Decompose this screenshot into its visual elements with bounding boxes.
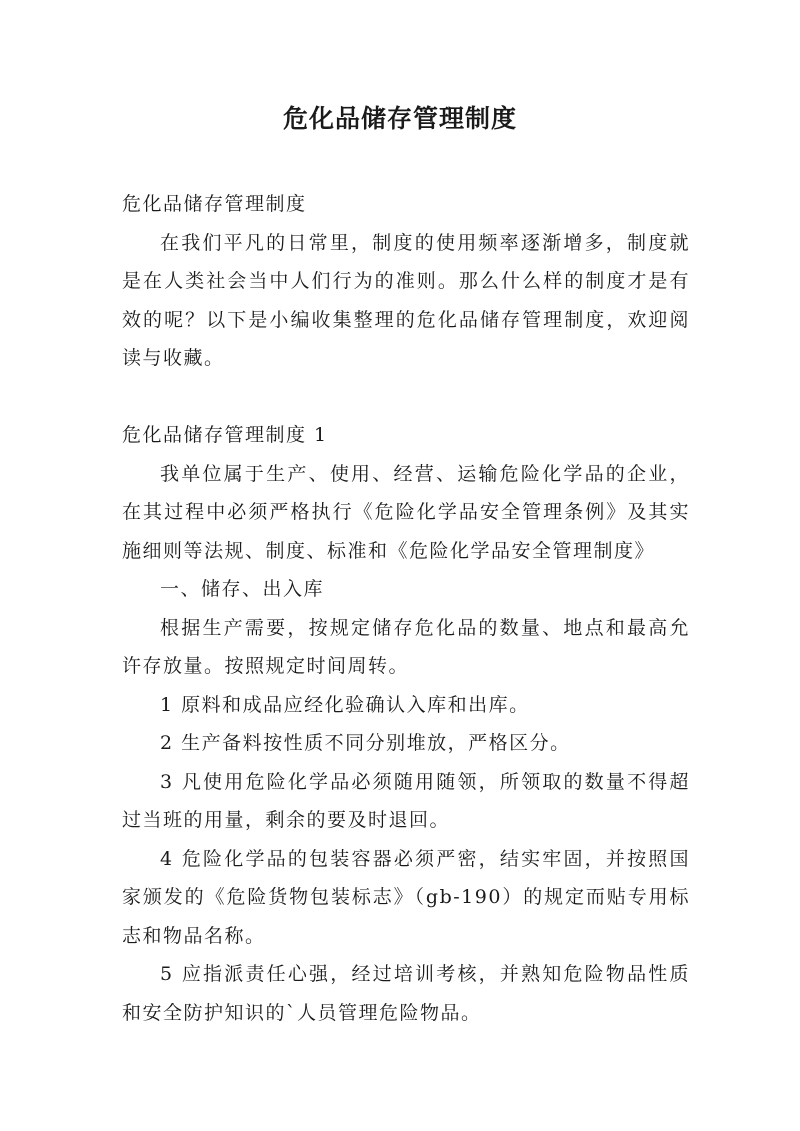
storage-paragraph: 根据生产需要，按规定储存危化品的数量、地点和最高允许存放量。按照规定时间周转。 [122,616,690,677]
intro-heading: 危化品储存管理制度 [122,193,307,215]
list-item: 3 凡使用危险化学品必须随用随领，所领取的数量不得超过当班的用量，剩余的要及时退回。 [122,770,690,831]
paragraph-gap [122,378,690,417]
intro-paragraph: 在我们平凡的日常里，制度的使用频率逐渐增多，制度就是在人类社会当中人们行为的准则。那么什么样的制度才是有效的呢？以下是小编收集整理的危化品储存管理制度，欢迎阅读与收藏。 [122,231,690,369]
document-body [122,185,690,1032]
document-title: 危化品储存管理制度 [282,104,517,133]
list-item: 2 生产备料按性质不同分别堆放，严格区分。 [160,732,571,754]
subheading-storage: 一、储存、出入库 [160,578,325,600]
list-item: 4 危险化学品的包装容器必须严密，结实牢固，并按照国家颁发的《危险货物包装标志》（gb-190）的规定而贴专用标志和物品名称。 [122,847,690,947]
section-paragraph: 我单位属于生产、使用、经营、运输危险化学品的企业，在其过程中必须严格执行《危险化学品安全管理条例》及其实施细则等法规、制度、标准和《危险化学品安全管理制度》 [122,462,690,562]
list-item: 5 应指派责任心强，经过培训考核，并熟知危险物品性质和安全防护知识的`人员管理危险物品。 [122,963,690,1024]
section-heading: 危化品储存管理制度 1 [122,424,328,446]
list-item: 1 原料和成品应经化验确认入库和出库。 [160,693,530,716]
